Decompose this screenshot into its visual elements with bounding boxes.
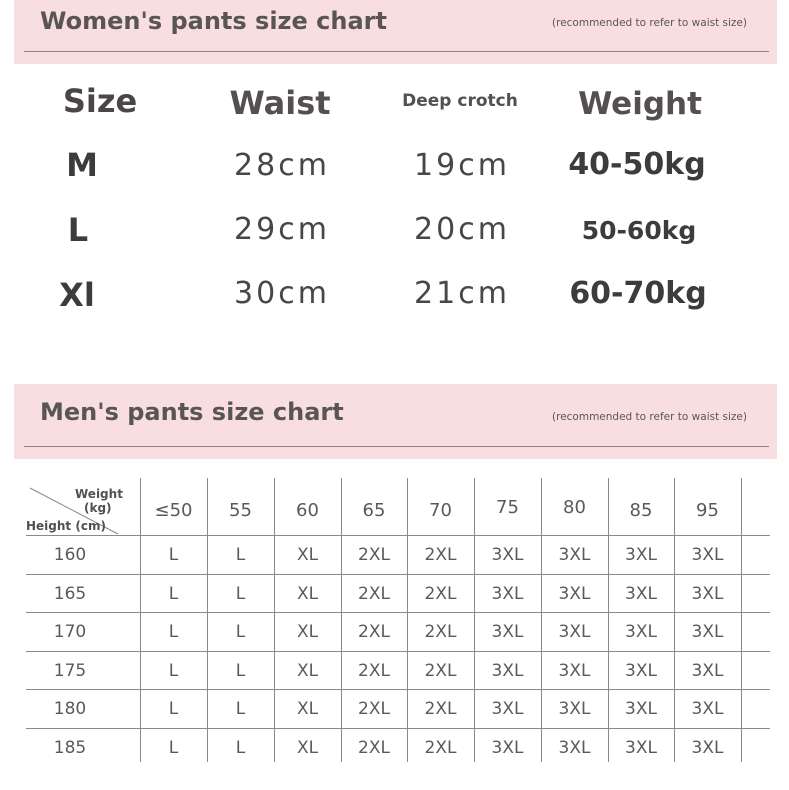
size-cell: 3XL	[558, 699, 591, 719]
size-cell: 3XL	[558, 738, 591, 758]
size-cell: 3XL	[625, 738, 657, 758]
grid-row-divider	[26, 689, 770, 690]
grid-column-divider	[207, 478, 208, 762]
size-cell: L	[168, 622, 179, 642]
size-cell: 3XL	[625, 622, 657, 642]
size-cell: 2XL	[424, 738, 457, 758]
size-cell: L	[168, 699, 179, 719]
women-header-deep-crotch: Deep crotch	[402, 91, 518, 111]
size-cell: 3XL	[625, 545, 657, 565]
women-row-waist: 29cm	[234, 212, 330, 247]
size-cell: L	[168, 661, 179, 681]
women-row-waist: 30cm	[234, 276, 330, 311]
size-cell: L	[168, 545, 179, 565]
corner-weight-label: Weight	[75, 487, 123, 501]
size-cell: 3XL	[625, 661, 657, 681]
size-cell: 3XL	[625, 584, 657, 604]
size-cell: 2XL	[424, 622, 457, 642]
weight-header-cell: 95	[696, 500, 719, 521]
grid-column-divider	[541, 478, 542, 762]
size-cell: L	[235, 738, 246, 758]
height-cell: 170	[53, 622, 87, 642]
size-cell: 2XL	[358, 622, 390, 642]
women-chart-title: Women's pants size chart	[40, 7, 387, 35]
size-cell: 2XL	[358, 545, 390, 565]
grid-row-divider	[26, 574, 770, 575]
size-cell: L	[168, 584, 179, 604]
women-row-size: M	[66, 146, 98, 184]
size-cell: 3XL	[491, 738, 524, 758]
men-chart-title: Men's pants size chart	[40, 398, 344, 426]
grid-column-divider	[474, 478, 475, 762]
women-row-waist: 28cm	[234, 148, 330, 183]
women-header-weight: Weight	[578, 86, 702, 122]
weight-header-cell: 80	[563, 497, 586, 518]
size-cell: L	[168, 738, 179, 758]
women-chart-note: (recommended to refer to waist size)	[552, 17, 747, 29]
size-cell: 3XL	[491, 622, 524, 642]
grid-column-divider	[674, 478, 675, 762]
size-cell: 3XL	[558, 622, 591, 642]
height-cell: 185	[53, 738, 87, 758]
size-cell: 3XL	[558, 545, 591, 565]
size-cell: 2XL	[424, 661, 457, 681]
size-cell: XL	[296, 584, 319, 604]
size-cell: 3XL	[691, 738, 724, 758]
grid-column-divider	[608, 478, 609, 762]
grid-column-divider	[140, 478, 141, 762]
size-cell: L	[235, 584, 246, 604]
women-header-waist: Waist	[229, 84, 331, 122]
size-cell: L	[235, 661, 246, 681]
size-cell: 2XL	[358, 699, 390, 719]
women-row-size: L	[67, 211, 89, 249]
men-chart-note: (recommended to refer to waist size)	[552, 411, 747, 423]
height-cell: 180	[53, 699, 87, 719]
size-cell: L	[235, 545, 246, 565]
size-cell: 3XL	[491, 661, 524, 681]
size-cell: XL	[296, 622, 319, 642]
grid-column-divider	[407, 478, 408, 762]
women-row-weight: 60-70kg	[569, 276, 707, 311]
weight-header-cell: 55	[229, 500, 252, 521]
size-cell: 3XL	[691, 545, 724, 565]
size-cell: 3XL	[625, 699, 657, 719]
women-row-weight: 40-50kg	[568, 147, 706, 182]
height-cell: 165	[53, 584, 87, 604]
corner-height-label: Height (cm)	[26, 519, 106, 533]
size-cell: L	[235, 699, 246, 719]
size-cell: 2XL	[358, 584, 390, 604]
size-cell: 2XL	[424, 545, 457, 565]
women-row-weight: 50-60kg	[581, 216, 697, 245]
size-cell: 2XL	[358, 738, 390, 758]
grid-row-divider	[26, 612, 770, 613]
size-cell: 3XL	[491, 545, 524, 565]
height-cell: 175	[53, 661, 87, 681]
women-row-crotch: 21cm	[414, 276, 510, 311]
size-cell: XL	[296, 699, 319, 719]
height-cell: 160	[53, 545, 87, 565]
women-row-crotch: 20cm	[414, 212, 510, 247]
grid-column-divider	[274, 478, 275, 762]
grid-row-divider	[26, 651, 770, 652]
size-cell: 3XL	[691, 661, 724, 681]
size-cell: 3XL	[691, 584, 724, 604]
weight-header-cell: 60	[296, 500, 319, 521]
size-cell: XL	[296, 545, 319, 565]
grid-column-divider	[341, 478, 342, 762]
size-cell: 2XL	[424, 699, 457, 719]
size-cell: 2XL	[358, 661, 390, 681]
size-cell: XL	[296, 661, 319, 681]
weight-header-cell: 85	[629, 500, 653, 521]
women-header-size: Size	[62, 82, 138, 120]
size-cell: 3XL	[691, 622, 724, 642]
corner-weight-unit: (kg)	[84, 501, 112, 515]
size-cell: 2XL	[424, 584, 457, 604]
weight-header-cell: 65	[362, 500, 386, 521]
size-cell: 3XL	[491, 699, 524, 719]
weight-header-cell: ≤50	[154, 500, 193, 521]
women-row-crotch: 19cm	[414, 148, 510, 183]
size-cell: 3XL	[558, 584, 591, 604]
weight-header-cell: 75	[496, 497, 519, 518]
size-cell: 3XL	[691, 699, 724, 719]
size-cell: 3XL	[558, 661, 591, 681]
size-cell: L	[235, 622, 246, 642]
weight-header-cell: 70	[429, 500, 452, 521]
size-cell: 3XL	[491, 584, 524, 604]
size-cell: XL	[296, 738, 319, 758]
grid-row-divider	[26, 728, 770, 729]
grid-row-divider	[26, 535, 770, 536]
grid-column-divider	[741, 478, 742, 762]
women-row-size: Xl	[59, 276, 95, 314]
